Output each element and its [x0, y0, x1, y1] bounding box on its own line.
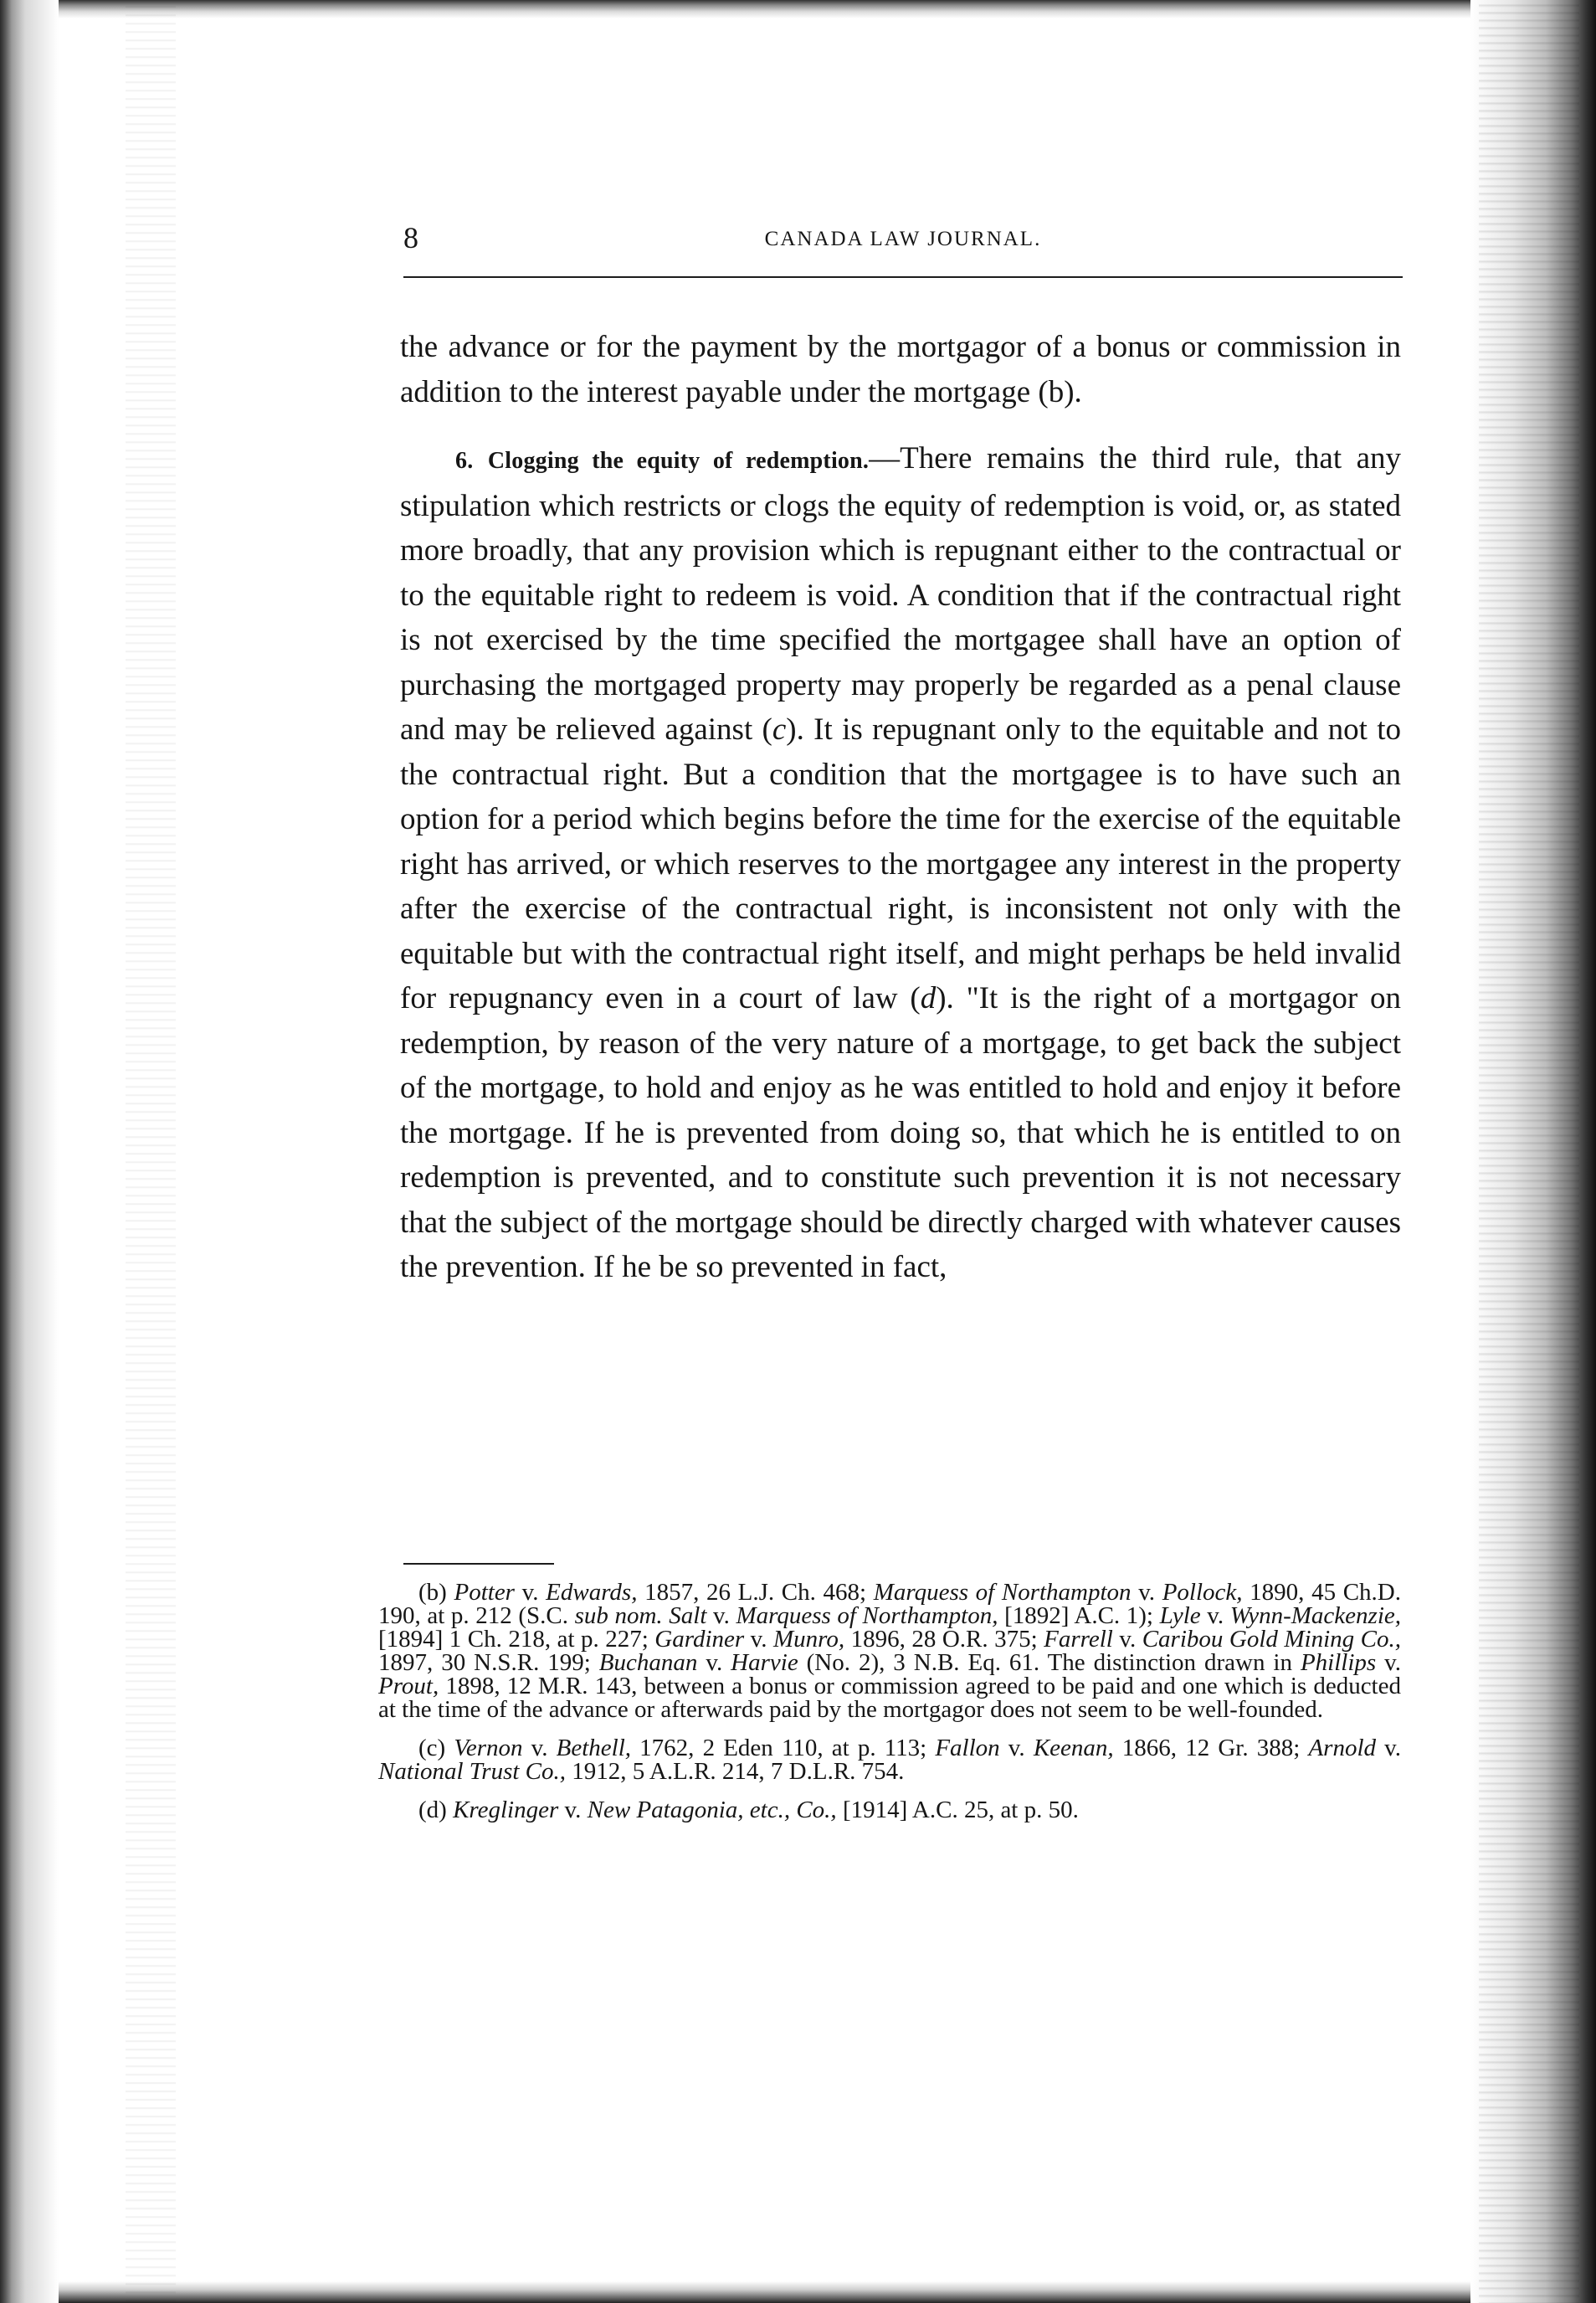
paragraph-text: the advance or for the payment by the mortgagor of a bonus or commission in addition to the interest payable under the mortgage (b).	[400, 330, 1401, 409]
footnote-ref-c: c	[772, 712, 787, 747]
paragraph-continuation	[400, 325, 1401, 414]
citation-italic: Gardiner	[654, 1626, 745, 1653]
footnotes	[378, 1581, 1401, 1837]
citation-text: v.	[697, 1649, 731, 1676]
citation-italic: Pollock,	[1162, 1579, 1243, 1606]
citation-text: v.	[558, 1797, 588, 1823]
page-header	[403, 219, 1403, 270]
citation-text: v.	[522, 1735, 557, 1761]
citation-text: v.	[1376, 1649, 1401, 1676]
citation-text: v.	[1112, 1626, 1142, 1653]
footnote-rule	[403, 1563, 554, 1565]
citation-italic: sub nom. Salt	[574, 1602, 707, 1629]
page-number: 8	[403, 221, 418, 254]
footnote-c	[378, 1736, 1401, 1783]
footnote-d	[378, 1798, 1401, 1822]
scan-edge-right-speckle	[1479, 0, 1579, 2303]
citation-text: v.	[744, 1626, 774, 1653]
footnote-text	[378, 1579, 1401, 1723]
paragraph-text: —There remains the third rule, that any stipulation which restricts or clogs the equity of redemption is void, or, as stated more broadly, that any provision which is repugnant either to the contractual or to the equitable right to redeem is void. A condition that if the contractual right is not exercised by the time specified the mortgagee shall have an option of purchasing the mortgaged property may properly be regarded as a penal clause and may be relieved against (	[400, 441, 1402, 747]
section-number: 6.	[455, 448, 474, 474]
citation-text: 1762, 2 Eden 110, at p. 113;	[631, 1735, 936, 1761]
footnote-marker: (b)	[418, 1579, 447, 1606]
citation-italic: Arnold	[1308, 1735, 1376, 1761]
running-title: CANADA LAW JOURNAL.	[764, 228, 1042, 250]
citation-italic: Bethell,	[556, 1735, 632, 1761]
citation-italic: Potter	[454, 1579, 515, 1606]
citation-text: 1890, 45 Ch.D. 190, at p. 212 (S.C.	[378, 1579, 1401, 1629]
citation-text: 1857, 26 L.J. Ch. 468;	[637, 1579, 874, 1606]
citation-text: 1898, 12 M.R. 143, between a bonus or commission agreed to be paid and one which is deducted at the time of the advance or afterwards paid by the mortgagor does not seem to be well-founded.	[378, 1673, 1401, 1723]
scan-edge-top	[0, 0, 1596, 18]
header-rule	[403, 276, 1403, 278]
citation-italic: Keenan,	[1033, 1735, 1114, 1761]
citation-text: [1914] A.C. 25, at p. 50.	[836, 1797, 1079, 1823]
citation-text: v.	[1131, 1579, 1162, 1606]
citation-text: 1896, 28 O.R. 375;	[844, 1626, 1044, 1653]
main-text	[400, 325, 1401, 1290]
citation-italic: Lyle	[1159, 1602, 1201, 1629]
citation-text: [1892] A.C. 1);	[998, 1602, 1160, 1629]
footnote-text	[447, 1797, 1079, 1823]
citation-text	[447, 1797, 453, 1823]
citation-italic: Marquess of Northampton,	[736, 1602, 998, 1629]
citation-text: 1866, 12 Gr. 388;	[1113, 1735, 1309, 1761]
citation-italic: Buchanan	[598, 1649, 698, 1676]
scan-edge-left-speckle	[126, 0, 176, 2303]
citation-italic: Kreglinger	[453, 1797, 559, 1823]
citation-text: [1894] 1 Ch. 218, at p. 227;	[378, 1626, 655, 1653]
footnote-b	[378, 1581, 1401, 1721]
scan-edge-left	[0, 0, 59, 2303]
citation-italic: Farrell	[1044, 1626, 1113, 1653]
citation-italic: New Patagonia, etc., Co.,	[587, 1797, 837, 1823]
citation-italic: Vernon	[454, 1735, 523, 1761]
citation-text: v.	[1200, 1602, 1230, 1629]
footnote-ref-d: d	[920, 981, 937, 1015]
citation-italic: Phillips	[1300, 1649, 1377, 1676]
citation-text: v.	[1376, 1735, 1402, 1761]
footnote-marker: (c)	[418, 1735, 446, 1761]
citation-italic: Marquess of Northampton	[873, 1579, 1132, 1606]
section-heading: Clogging the equity of redemption.	[487, 448, 870, 474]
citation-text: 1912, 5 A.L.R. 214, 7 D.L.R. 754.	[566, 1758, 905, 1785]
citation-italic: Wynn-Mackenzie,	[1229, 1602, 1402, 1629]
citation-text: v.	[999, 1735, 1034, 1761]
citation-text: (No. 2), 3 N.B. Eq. 61. The distinction drawn in	[798, 1649, 1301, 1676]
paragraph-clogging	[400, 436, 1401, 1290]
citation-italic: Fallon	[935, 1735, 1000, 1761]
citation-text: 1897, 30 N.S.R. 199;	[378, 1649, 599, 1676]
citation-text: v.	[706, 1602, 736, 1629]
citation-italic: National Trust Co.,	[378, 1758, 567, 1785]
footnote-text	[378, 1735, 1401, 1785]
citation-italic: Munro,	[773, 1626, 845, 1653]
citation-italic: Prout,	[378, 1673, 439, 1699]
citation-italic: Edwards,	[546, 1579, 638, 1606]
paragraph-text: ). It is repugnant only to the equitable and not to the contractual right. But a condition that the mortgagee is to have such an option for a period which begins before the time for the exercise of the equitable right has arrived, or which reserves to the mortgagee any interest in the property after the exercise of the contractual right, is inconsistent not only with the equitable but with the contractual right itself, and might perhaps be held invalid for repugnancy even in a court of law (	[400, 712, 1401, 1015]
citation-italic: Caribou Gold Mining Co.,	[1142, 1626, 1401, 1653]
citation-text: v.	[514, 1579, 547, 1606]
citation-italic: Harvie	[731, 1649, 798, 1676]
paragraph-text: ). "It is the right of a mortgagor on redemption, by reason of the very nature of a mortgage, to get back the subject of the mortgage, to hold and enjoy as he was entitled to hold and enjoy it before the mortgage. If he is prevented from doing so, that which he is entitled to on redemption is prevented, and to constitute such prevention it is not necessary that the subject of the mortgage should be directly charged with whatever causes the prevention. If he be so prevented in fact,	[400, 981, 1401, 1284]
scan-edge-bottom	[0, 2281, 1596, 2303]
footnote-marker: (d)	[418, 1797, 447, 1823]
